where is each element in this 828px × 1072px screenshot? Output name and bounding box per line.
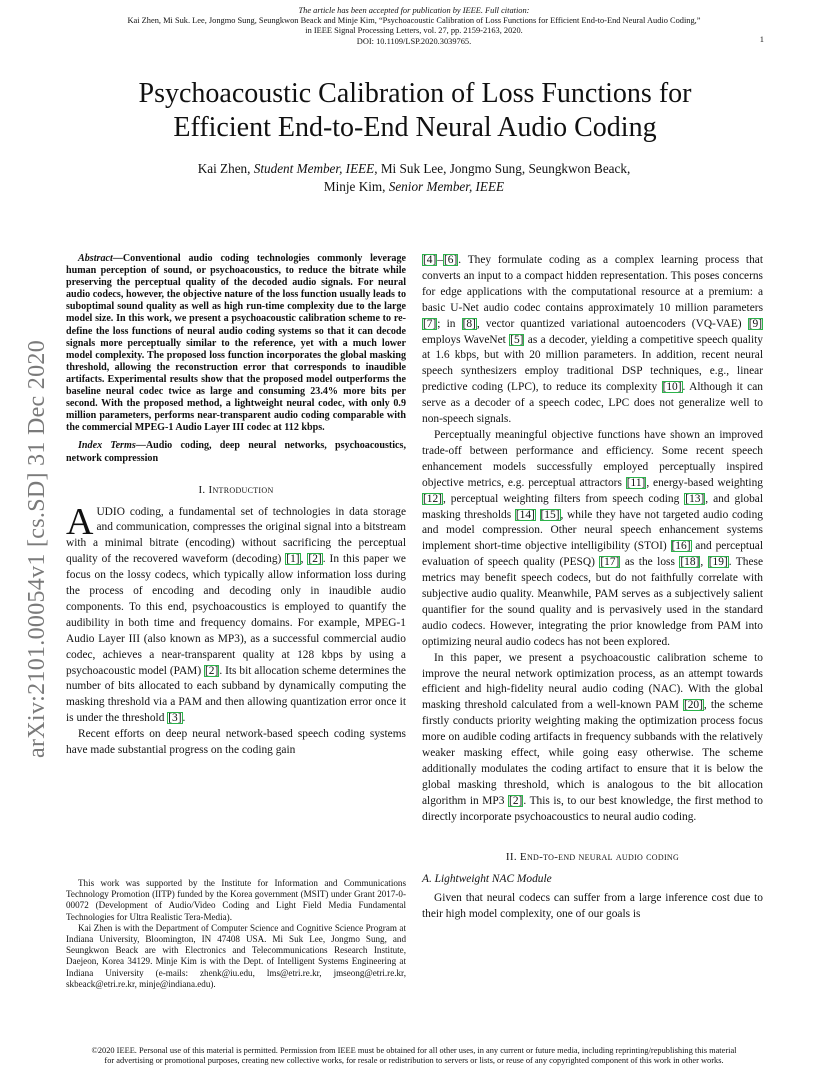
text-run: . Although it can serve as a decoder of a speech codec, LPC does not generalize well to non-speech signals. xyxy=(422,381,763,426)
paragraph xyxy=(422,651,763,826)
text-run: , perceptual weighting filters from speech coding xyxy=(442,492,685,505)
text-run: as a decoder, yielding a competitive speech quality at 1.6 kbps, but with 20 million parameters. In addition, recent neural speech synthesizers employ traditional DSP techniques, e.g., linear predictive coding (LPC), to reduce its complexity xyxy=(422,333,763,394)
paper-title xyxy=(60,77,770,145)
footnote: This work was supported by the Institute for Information and Communications Technology Promotion (IITP) funded by the Korea government (MSIT) under Grant 2017-0-00072 (Development of Audio/Video Coding and Light Field Media Fundamental Technologies for Ultra Realistic Tera-Media). xyxy=(66,878,406,922)
citation-link[interactable]: [17] xyxy=(600,556,620,569)
section-heading: II. End-to-end neural audio coding xyxy=(505,850,680,863)
text-run: Perceptually meaningful objective functions have shown an improved trade-off between performance and efficiency. Some recent speech enhancement models successfully employed perceptually inspired objective metrics, e.g. perceptual attractors xyxy=(422,428,763,489)
text-run: In this paper, we present a psychoacoustic calibration scheme to improve the neural network optimization process, as an attempt towards efficient and high-fidelity neural audio coding (NAC). With the global masking threshold calculated from a well-known PAM xyxy=(422,651,763,712)
drop-cap: A xyxy=(66,500,94,543)
header-line: DOI: 10.1109/LSP.2020.3039765. xyxy=(356,36,472,46)
page-number: 1 xyxy=(759,34,764,44)
author-membership: Student Member, IEEE xyxy=(253,161,375,176)
abstract-text: —Conventional audio coding technologies commonly leverage human perception of sound, or psychoacoustics, to reduce the bitrate while preserving the perceptual quality of the decoded audio signals. For neural audio codecs, however, the objective nature of the loss function usually leads to suboptimal sound quality as well as high run-time complexity due to the large model size. In this work, we present a psychoacoustic calibration scheme to re-define the loss functions of neural audio coding systems so that it can decode signals more perceptually similar to the reference, yet with a much lower model complexity. The proposed loss function incorporates the global masking threshold, allowing the reconstruction error that corresponds to inaudible artifacts. Experimental results show that the proposed model outperforms the baseline neural codec twice as large and consuming 23.4% more bits per second. With the proposed method, a lightweight neural codec, with only 0.9 million parameters, performs near-transparent audio coding comparable with the commercial MPEG-1 Audio Layer III codec at 112 kbps. xyxy=(66,253,406,434)
citation-link[interactable]: [14] xyxy=(515,508,535,521)
text-run: . These metrics may benefit speech codecs, but do not faithfully correlate with subjective audio quality. Meanwhile, PAM serves as a subjectively salient quantifier for the sound quality and is pervasively used in the standard audio codecs. However, integrating the prior knowledge from PAM into optimizing neural audio codecs has not been explored. xyxy=(422,556,763,648)
text-run: UDIO coding, a fundamental set of technologies in data storage and communication, compresses the original signal into a bitstream with a minimal bitrate (encoding) without sacrificing the perceptual quality of the recovered waveform (decoding) xyxy=(66,505,406,566)
index-terms xyxy=(66,440,406,464)
author-membership: Senior Member, IEEE xyxy=(388,179,505,194)
text-run: as the loss xyxy=(620,556,680,569)
paragraph xyxy=(422,428,763,651)
section-heading: I. Introduction xyxy=(198,483,274,496)
author-line xyxy=(90,160,738,178)
copyright-notice xyxy=(20,1046,808,1067)
text-run: . xyxy=(182,712,186,725)
index-terms-label: Index Terms xyxy=(78,440,136,452)
paragraph: Recent efforts on deep neural network-based speech coding systems have made substantial progress on the coding gain xyxy=(66,728,406,757)
citation-link[interactable]: [8] xyxy=(462,317,476,330)
citation-link[interactable]: [12] xyxy=(423,492,442,505)
text-run: , xyxy=(300,553,308,566)
citation-link[interactable]: [3] xyxy=(168,712,182,725)
author-list xyxy=(90,160,738,196)
paragraph xyxy=(422,253,763,428)
text-run: ; in xyxy=(437,317,462,330)
copyright-line: for advertising or promotional purposes, creating new collective works, for resale or redistribution to servers or lists, or reuse of any copyrighted component of this work in other works. xyxy=(104,1056,724,1066)
citation-link[interactable]: [15] xyxy=(540,508,560,521)
header-line: Kai Zhen, Mi Suk. Lee, Jongmo Sung, Seungkwon Beack and Minje Kim, “Psychoacoustic Calibration of Loss Functions for Efficient End-to-End Neural Audio Coding,” xyxy=(127,16,701,26)
citation-link[interactable]: [2] xyxy=(308,553,322,566)
text-run: employs WaveNet xyxy=(422,333,510,346)
text-run: . This is, to our best knowledge, the first method to directly incorporate psychoacoustics to neural audio coding. xyxy=(422,794,763,823)
paragraph: Given that neural codecs can suffer from a large inference cost due to their high model complexity, one of our goals is xyxy=(422,892,763,921)
citation-link[interactable]: [7] xyxy=(423,317,437,330)
header-line: The article has been accepted for publication by IEEE. Full citation: xyxy=(298,6,530,15)
citation-link[interactable]: [9] xyxy=(748,317,762,330)
citation-link[interactable]: [4] xyxy=(423,254,437,266)
citation-link[interactable]: [18] xyxy=(680,556,700,569)
author-text: , Mi Suk Lee, Jongmo Sung, Seungkwon Beack, xyxy=(374,161,631,176)
author-text: Kai Zhen, xyxy=(197,161,254,176)
text-run: . In this paper we focus on the lossy codecs, which typically allow information loss during the process of encoding and decoding only in inaudible audio components. To this end, psychoacoustics is employed to quantify the audibility in both time and frequency domains. For example, MPEG-1 Audio Layer III (also known as MP3), as a successful commercial audio codec, achieves a near-transparent quality at 128 kbps by using a psychoacoustic model (PAM) xyxy=(66,553,406,677)
subsection-heading: A. Lightweight NAC Module xyxy=(422,872,552,885)
abstract xyxy=(66,253,406,434)
abstract-label: Abstract xyxy=(78,253,113,264)
citation-link[interactable]: [11] xyxy=(626,476,646,489)
footnotes xyxy=(66,878,406,990)
copyright-line: ©2020 IEEE. Personal use of this material is permitted. Permission from IEEE must be obtained for all other uses, in any current or future media, including reprinting/republishing this material xyxy=(91,1046,737,1055)
title-line: Efficient End-to-End Neural Audio Coding xyxy=(173,112,657,143)
text-run: , the scheme firstly conducts priority weighting making the optimization process focus more on audible coding artifacts in frequency subbands with the relatively weaker masking effect, while going easy otherwise. The scheme additionally modulates the coding artifact to ensure that it is below the global masking threshold, which is analogous to the bit allocation algorithm in MP3 xyxy=(422,699,763,807)
author-line xyxy=(90,178,738,196)
citation-link[interactable]: [5] xyxy=(510,333,524,346)
citation-link[interactable]: [10] xyxy=(662,381,682,394)
index-terms-text: —Audio coding, deep neural networks, psychoacoustics, network compression xyxy=(66,440,406,464)
citation-link[interactable]: [20] xyxy=(683,699,703,712)
text-run: – xyxy=(437,254,443,266)
text-run xyxy=(536,509,540,521)
citation-link[interactable]: [19] xyxy=(708,556,728,569)
citation-link[interactable]: [13] xyxy=(685,492,705,505)
citation-link[interactable]: [2] xyxy=(205,664,219,677)
author-text: Minje Kim, xyxy=(323,179,389,194)
text-run: and perceptual evaluation of speech quality (PESQ) xyxy=(422,540,763,569)
text-run: , xyxy=(700,556,708,569)
footnote: Kai Zhen is with the Department of Computer Science and Cognitive Science Program at Indiana University, Bloomington, IN 47408 USA. Mi Suk Lee, Jongmo Sung, and Seungkwon Beack are with Electronics and Telecommunications Research Institute, Daejeon, Korea 34129. Minje Kim is with the Dept. of Intelligent Systems Engineering at Indiana University (e-mails: zhenk@iu.edu, lms@etri.re.kr, jmseong@etri.re.kr, skbeack@etri.re.kr, minje@indiana.edu). xyxy=(66,922,406,989)
text-run: . Its bit allocation scheme determines the number of bits allocated to each subband by dynamically computing the masking threshold via a PAM and then allowing quantization error once it is under the threshold xyxy=(66,664,406,725)
citation-header xyxy=(90,6,738,47)
citation-link[interactable]: [6] xyxy=(444,254,458,266)
citation-link[interactable]: [2] xyxy=(509,794,523,807)
citation-link[interactable]: [16] xyxy=(671,540,691,553)
paragraph xyxy=(66,500,406,728)
text-run: , while they have not targeted audio coding and model compression. Other neural speech enhancement systems implement short-time objective intelligibility (STOI) xyxy=(422,508,763,553)
text-run: , vector quantized variational autoencoders (VQ-VAE) xyxy=(476,317,748,330)
citation-link[interactable]: [1] xyxy=(286,553,300,566)
text-run: , energy-based weighting xyxy=(646,476,763,489)
text-run: . They formulate coding as a complex learning process that converts an input to a compact hidden representation. This poses concerns for edge applications with the computational resource at a premium: a basic U-Net audio codec contains approximately 10 million parameters xyxy=(422,254,763,314)
left-column xyxy=(66,253,406,759)
right-column xyxy=(422,253,763,923)
header-line: in IEEE Signal Processing Letters, vol. 27, pp. 2159-2163, 2020. xyxy=(305,26,523,36)
arxiv-stamp: arXiv:2101.00054v1 [cs.SD] 31 Dec 2020 xyxy=(24,339,50,758)
title-line: Psychoacoustic Calibration of Loss Functions for xyxy=(138,78,692,109)
text-run: , and global masking thresholds xyxy=(422,492,763,521)
